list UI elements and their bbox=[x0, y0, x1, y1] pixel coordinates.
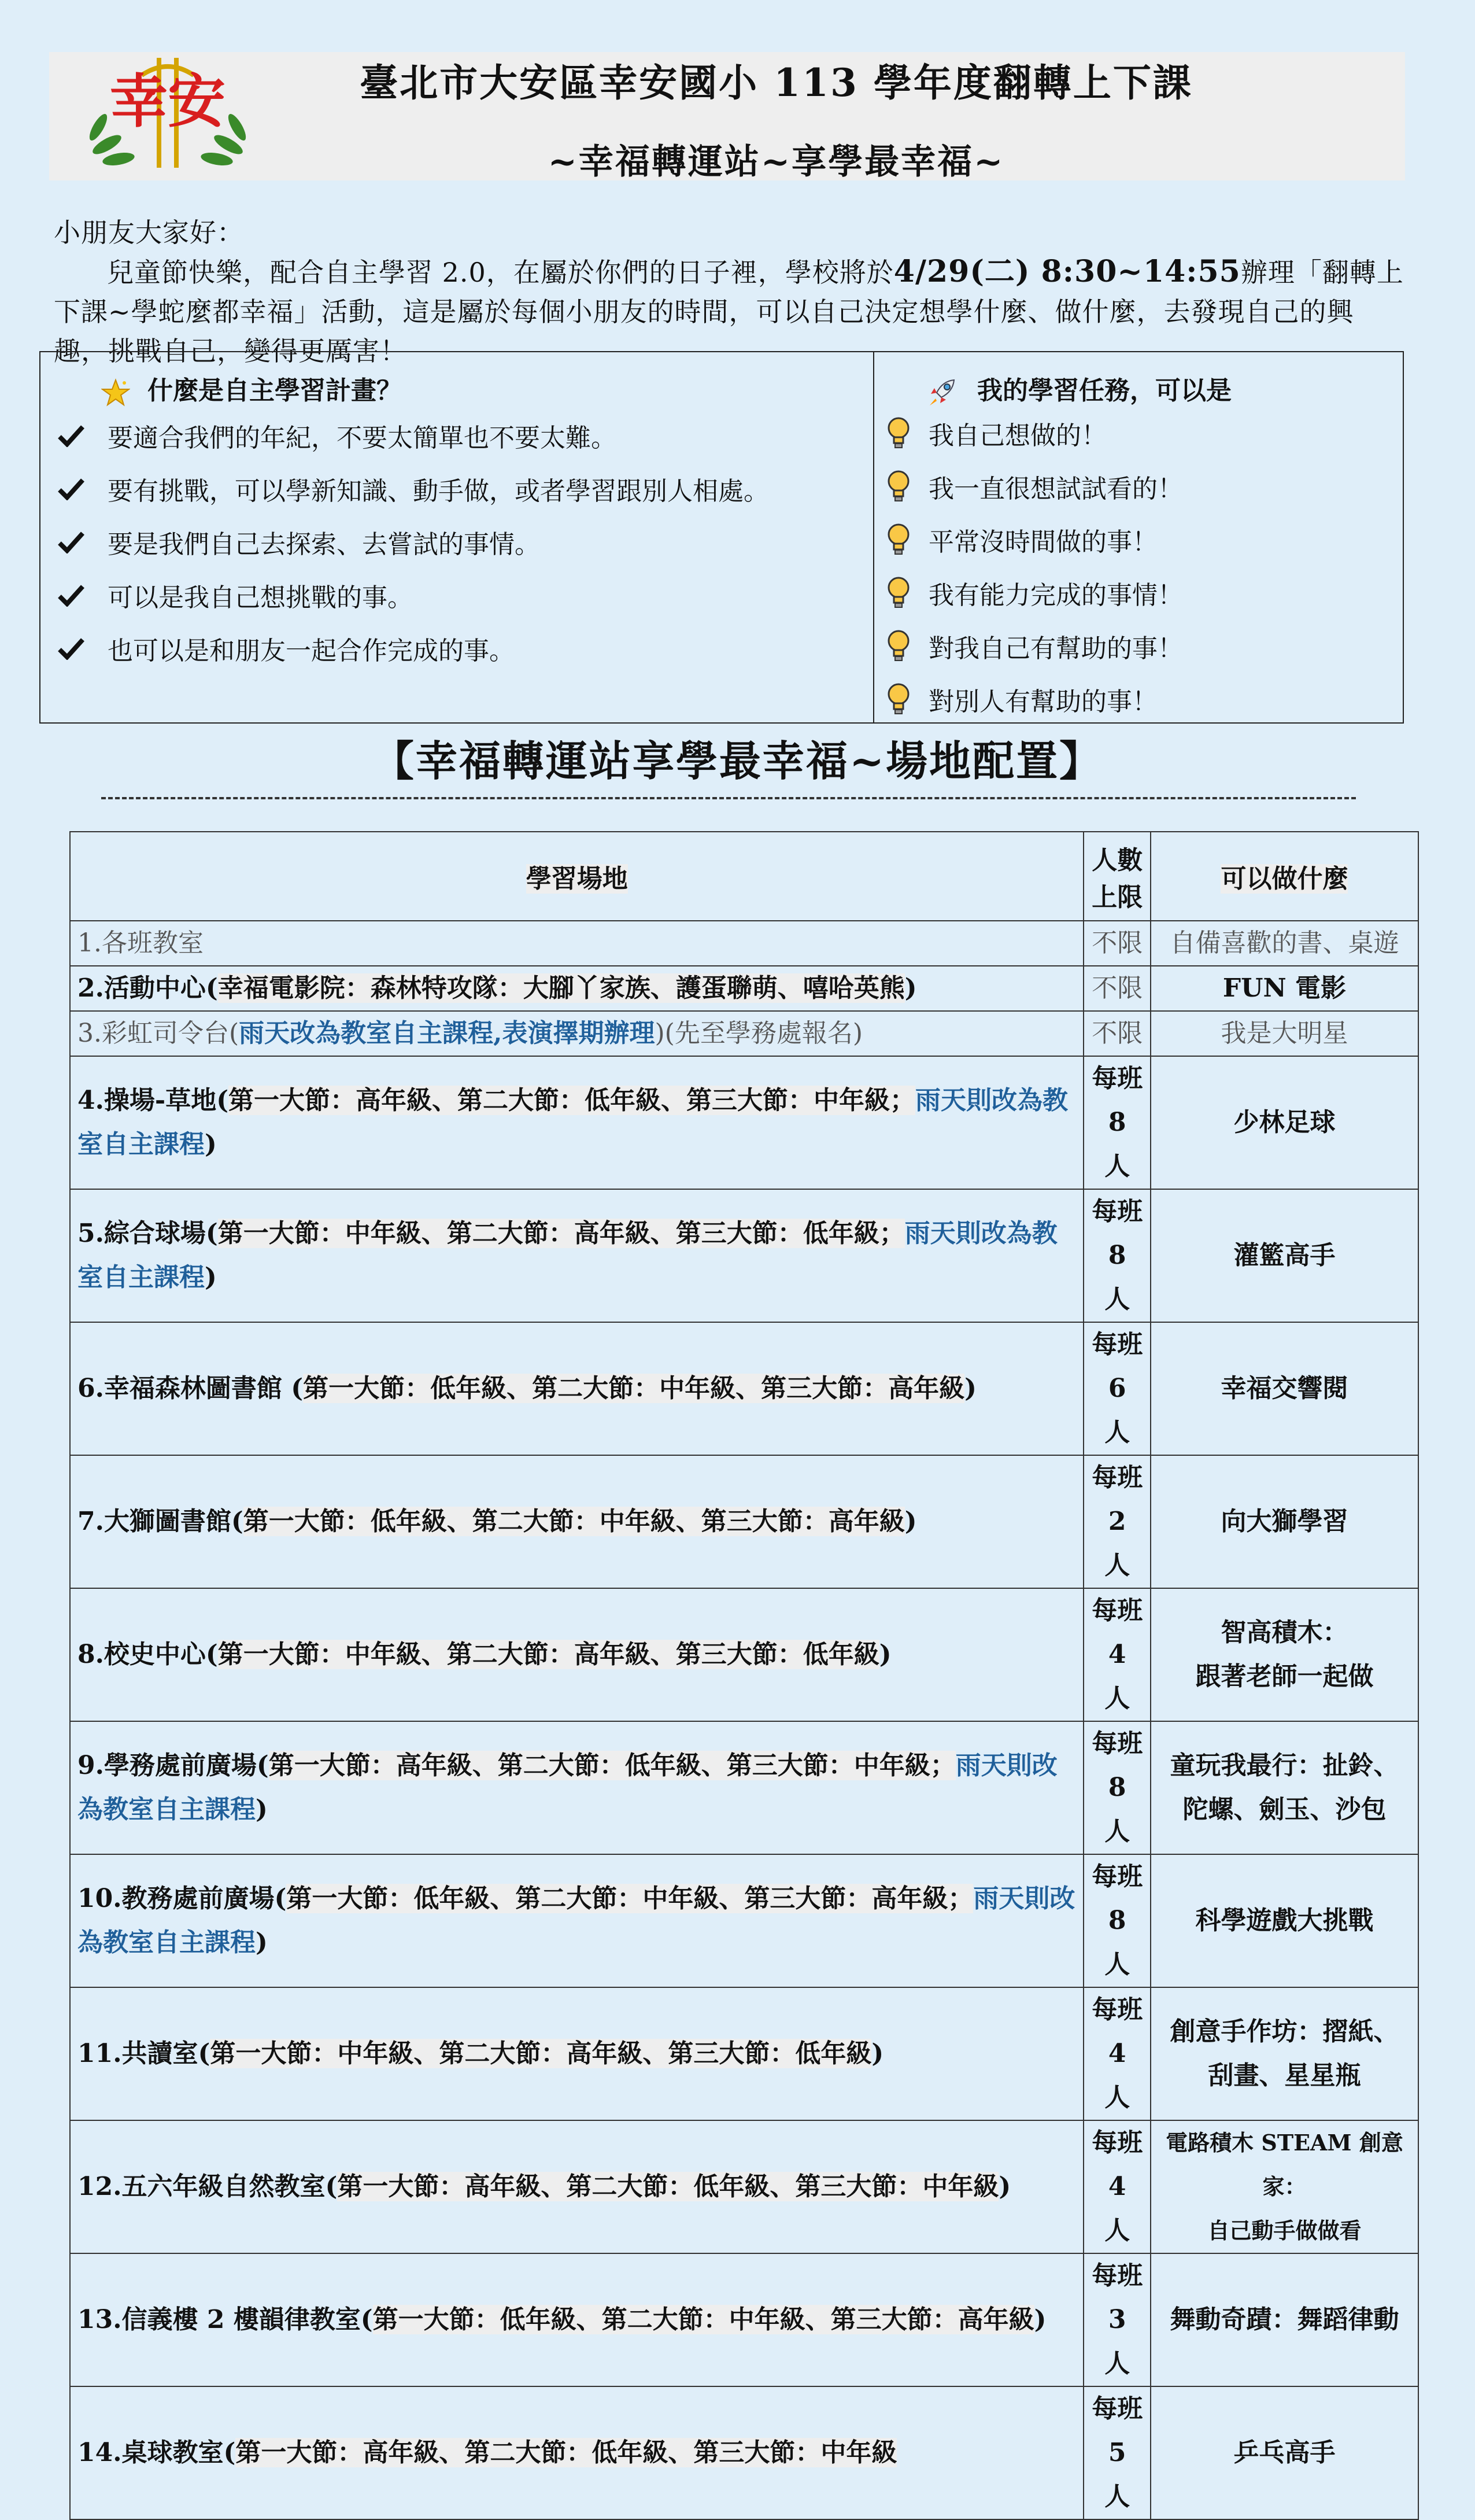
info-boxes bbox=[39, 351, 1404, 724]
venue-cell: 3.彩虹司令台(雨天改為教室自主課程,表演擇期辦理)(先至學務處報名) bbox=[70, 1011, 1084, 1056]
task-item bbox=[886, 681, 1158, 718]
header-banner bbox=[49, 52, 1405, 180]
checkmark-icon bbox=[58, 477, 84, 500]
venue-cell: 4.操場-草地(第一大節：高年級、第二大節：低年級、第三大節：中年級；雨天則改為教室自主課程) bbox=[70, 1056, 1084, 1189]
task-item-text: 我有能力完成的事情！ bbox=[929, 581, 1183, 610]
activity-cell: 少林足球 bbox=[1151, 1056, 1418, 1189]
checkmark-icon bbox=[58, 637, 84, 660]
task-item bbox=[886, 468, 1183, 505]
header-place: 學習場地 bbox=[70, 832, 1084, 921]
limit-cell: 每班 4 人 bbox=[1084, 1588, 1151, 1721]
intro-paragraph bbox=[54, 213, 1407, 371]
table-row bbox=[70, 2120, 1418, 2253]
limit-cell: 每班 2 人 bbox=[1084, 1455, 1151, 1588]
box-divider bbox=[873, 352, 874, 722]
dashed-divider bbox=[101, 797, 1356, 799]
activity-cell: 灌籃高手 bbox=[1151, 1189, 1418, 1322]
table-row bbox=[70, 1721, 1418, 1854]
table-row bbox=[70, 2253, 1418, 2386]
checklist-item-text: 要是我們自己去探索、去嘗試的事情。 bbox=[108, 530, 540, 559]
limit-cell: 每班 5 人 bbox=[1084, 2386, 1151, 2519]
activity-cell: 向大獅學習 bbox=[1151, 1455, 1418, 1588]
activity-cell: 舞動奇蹟：舞蹈律動 bbox=[1151, 2253, 1418, 2386]
activity-cell: 智高積木： 跟著老師一起做 bbox=[1151, 1588, 1418, 1721]
venue-cell: 14.桌球教室(第一大節：高年級、第二大節：低年級、第三大節：中年級 bbox=[70, 2386, 1084, 2519]
limit-cell: 每班 6 人 bbox=[1084, 1322, 1151, 1455]
table-row bbox=[70, 2386, 1418, 2519]
table-row bbox=[70, 921, 1418, 966]
limit-cell: 每班 3 人 bbox=[1084, 2253, 1151, 2386]
task-item-text: 對我自己有幫助的事！ bbox=[929, 634, 1183, 663]
limit-cell: 每班 4 人 bbox=[1084, 2120, 1151, 2253]
page-title: 臺北市大安區幸安國小 113 學年度翻轉上下課 bbox=[360, 60, 1193, 105]
activity-cell: 電路積木 STEAM 創意家： 自己動手做做看 bbox=[1151, 2120, 1418, 2253]
left-box-title-text: 什麼是自主學習計畫？ bbox=[147, 376, 402, 405]
sparkle-star-icon bbox=[101, 378, 130, 407]
task-item-text: 我自己想做的！ bbox=[929, 421, 1107, 451]
limit-cell: 每班 4 人 bbox=[1084, 1987, 1151, 2120]
task-item bbox=[886, 628, 1183, 665]
checkmark-icon bbox=[58, 424, 84, 447]
intro-text-end: 辦理「翻轉上下課~學蛇麼都幸福」活動，這是屬於每個小朋友的時間，可以自己決定想學什麼、做什麼，去發現自己的興趣，挑戰自己，變得更厲害！ bbox=[54, 257, 1404, 367]
checkmark-icon bbox=[58, 530, 84, 554]
venue-cell: 13.信義樓 2 樓韻律教室(第一大節：低年級、第二大節：中年級、第三大節：高年級) bbox=[70, 2253, 1084, 2386]
table-row bbox=[70, 1588, 1418, 1721]
table-row bbox=[70, 1455, 1418, 1588]
right-box-title bbox=[925, 370, 1232, 410]
limit-cell: 每班 8 人 bbox=[1084, 1189, 1151, 1322]
lightbulb-icon bbox=[886, 523, 911, 556]
venue-cell: 2.活動中心(幸福電影院：森林特攻隊：大腳丫家族、護蛋聯萌、嘻哈英熊) bbox=[70, 966, 1084, 1011]
table-row bbox=[70, 1322, 1418, 1455]
task-item-text: 對別人有幫助的事！ bbox=[929, 687, 1158, 717]
task-item-text: 我一直很想試試看的！ bbox=[929, 474, 1183, 504]
left-box-title bbox=[101, 370, 402, 407]
venue-cell: 1.各班教室 bbox=[70, 921, 1084, 966]
activity-cell: 我是大明星 bbox=[1151, 1011, 1418, 1056]
activity-cell: 童玩我最行：扯鈴、 陀螺、劍玉、沙包 bbox=[1151, 1721, 1418, 1854]
table-row bbox=[70, 1987, 1418, 2120]
venue-cell: 6.幸福森林圖書館 (第一大節：低年級、第二大節：中年級、第三大節：高年級) bbox=[70, 1322, 1084, 1455]
venue-cell: 12.五六年級自然教室(第一大節：高年級、第二大節：低年級、第三大節：中年級) bbox=[70, 2120, 1084, 2253]
right-box-title-text: 我的學習任務，可以是 bbox=[977, 376, 1232, 405]
venue-cell: 9.學務處前廣場(第一大節：高年級、第二大節：低年級、第三大節：中年級；雨天則改為教室自主課程) bbox=[70, 1721, 1084, 1854]
checklist-item bbox=[58, 417, 616, 454]
checklist-item bbox=[58, 577, 413, 614]
checklist-item-text: 可以是我自己想挑戰的事。 bbox=[108, 583, 413, 613]
table-row bbox=[70, 1854, 1418, 1987]
logo-text: 幸安 bbox=[110, 68, 225, 135]
activity-cell: 乒乓高手 bbox=[1151, 2386, 1418, 2519]
venue-cell: 8.校史中心(第一大節：中年級、第二大節：高年級、第三大節：低年級) bbox=[70, 1588, 1084, 1721]
venue-cell: 10.教務處前廣場(第一大節：低年級、第二大節：中年級、第三大節：高年級；雨天則改為教室自主課程) bbox=[70, 1854, 1084, 1987]
limit-cell: 每班 8 人 bbox=[1084, 1854, 1151, 1987]
header-limit: 人數 上限 bbox=[1084, 832, 1151, 921]
checklist-item bbox=[58, 470, 769, 507]
activity-cell: 創意手作坊：摺紙、 刮畫、星星瓶 bbox=[1151, 1987, 1418, 2120]
intro-text-start: 兒童節快樂，配合自主學習 2.0，在屬於你們的日子裡，學校將於 bbox=[107, 257, 894, 288]
activity-cell: 自備喜歡的書、桌遊 bbox=[1151, 921, 1418, 966]
section-title: 【幸福轉運站享學最幸福~場地配置】 bbox=[372, 736, 1103, 785]
limit-cell: 每班 8 人 bbox=[1084, 1056, 1151, 1189]
venue-cell: 5.綜合球場(第一大節：中年級、第二大節：高年級、第三大節：低年級；雨天則改為教室自主課程) bbox=[70, 1189, 1084, 1322]
activity-cell: 幸福交響閱 bbox=[1151, 1322, 1418, 1455]
table-row bbox=[70, 1189, 1418, 1322]
venue-cell: 7.大獅圖書館(第一大節：低年級、第二大節：中年級、第三大節：高年級) bbox=[70, 1455, 1084, 1588]
task-item bbox=[886, 415, 1107, 452]
header-todo: 可以做什麼 bbox=[1151, 832, 1418, 921]
table-row bbox=[70, 1011, 1418, 1056]
task-item-text: 平常沒時間做的事！ bbox=[929, 527, 1158, 557]
activity-cell: 科學遊戲大挑戰 bbox=[1151, 1854, 1418, 1987]
limit-cell: 不限 bbox=[1084, 921, 1151, 966]
rocket-icon bbox=[925, 375, 960, 410]
checklist-item bbox=[58, 523, 540, 560]
activity-cell: FUN 電影 bbox=[1151, 966, 1418, 1011]
lightbulb-icon bbox=[886, 470, 911, 503]
lightbulb-icon bbox=[886, 416, 911, 450]
checklist-item-text: 也可以是和朋友一起合作完成的事。 bbox=[108, 636, 515, 666]
table-row bbox=[70, 1056, 1418, 1189]
table-header-row bbox=[70, 832, 1418, 921]
venue-cell: 11.共讀室(第一大節：中年級、第二大節：高年級、第三大節：低年級) bbox=[70, 1987, 1084, 2120]
limit-cell: 不限 bbox=[1084, 966, 1151, 1011]
limit-cell: 每班 8 人 bbox=[1084, 1721, 1151, 1854]
greeting: 小朋友大家好： bbox=[54, 217, 244, 248]
checkmark-icon bbox=[58, 584, 84, 607]
lightbulb-icon bbox=[886, 682, 911, 716]
limit-cell: 不限 bbox=[1084, 1011, 1151, 1056]
lightbulb-icon bbox=[886, 576, 911, 610]
venue-table bbox=[69, 831, 1419, 2520]
checklist-item-text: 要有挑戰，可以學新知識、動手做，或者學習跟別人相處。 bbox=[108, 477, 769, 506]
task-item bbox=[886, 574, 1183, 611]
lightbulb-icon bbox=[886, 629, 911, 663]
checklist-item bbox=[58, 630, 515, 667]
page-subtitle: ~幸福轉運站~享學最幸福~ bbox=[548, 142, 1005, 182]
event-datetime: 4/29(二) 8:30~14:55 bbox=[893, 254, 1241, 289]
checklist-item-text: 要適合我們的年紀，不要太簡單也不要太難。 bbox=[108, 423, 616, 453]
table-row bbox=[70, 966, 1418, 1011]
task-item bbox=[886, 521, 1158, 558]
